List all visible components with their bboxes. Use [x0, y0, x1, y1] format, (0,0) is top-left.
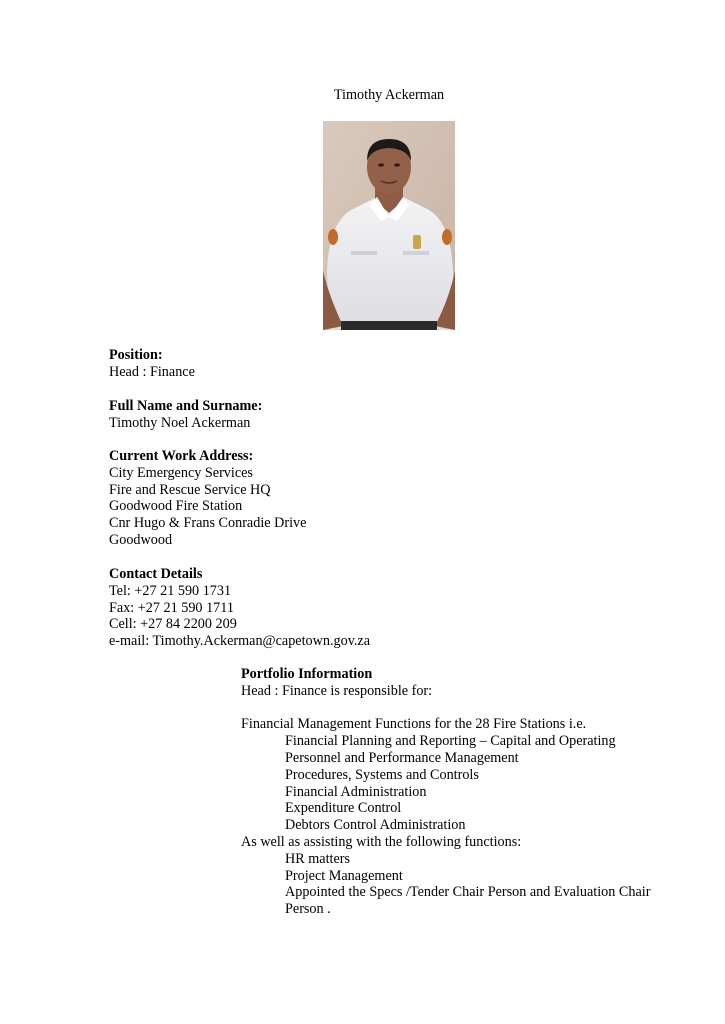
- portfolio-heading: Portfolio Information: [241, 666, 373, 682]
- address-line: Cnr Hugo & Frans Conradie Drive: [109, 515, 307, 532]
- function-item: Personnel and Performance Management: [285, 749, 519, 766]
- address-line: Goodwood Fire Station: [109, 498, 243, 515]
- contact-cell: Cell: +27 84 2200 209: [109, 616, 237, 633]
- profile-photo: [323, 121, 455, 330]
- function-item: Financial Planning and Reporting – Capital and Operating: [285, 733, 616, 750]
- function-item: Procedures, Systems and Controls: [285, 766, 479, 783]
- function-item: Expenditure Control: [285, 800, 402, 817]
- contact-tel: Tel: +27 21 590 1731: [109, 582, 232, 599]
- address-line: Goodwood: [109, 531, 173, 548]
- address-line: Fire and Rescue Service HQ: [109, 481, 271, 498]
- contact-fax: Fax: +27 21 590 1711: [109, 599, 234, 616]
- address-line: City Emergency Services: [109, 464, 253, 481]
- function-item: Financial Administration: [285, 783, 427, 800]
- assist-item: Person .: [285, 901, 331, 918]
- address-heading: Current Work Address:: [109, 448, 254, 464]
- assist-item: Project Management: [285, 867, 403, 884]
- full-name-heading: Full Name and Surname:: [109, 398, 263, 414]
- function-item: Debtors Control Administration: [285, 817, 466, 834]
- position-value: Head : Finance: [109, 363, 195, 380]
- document-title: Timothy Ackerman: [333, 87, 445, 103]
- full-name-section: [109, 398, 262, 432]
- portfolio-intro: Head : Finance is responsible for:: [241, 682, 433, 699]
- assist-item: Appointed the Specs /Tender Chair Person and Evaluation Chair: [285, 884, 651, 901]
- assist-intro: As well as assisting with the following functions:: [241, 833, 522, 850]
- assist-item: HR matters: [285, 850, 351, 867]
- address-section: [109, 448, 306, 549]
- contact-email: e-mail: Timothy.Ackerman@capetown.gov.za: [109, 633, 371, 650]
- contact-heading: Contact Details: [109, 566, 203, 582]
- functions-intro: Financial Management Functions for the 28 Fire Stations i.e.: [241, 716, 587, 733]
- contact-section: [109, 566, 370, 650]
- position-heading: Position:: [109, 347, 163, 363]
- position-section: [109, 347, 195, 381]
- portfolio-section: [241, 666, 650, 918]
- full-name-value: Timothy Noel Ackerman: [109, 414, 251, 431]
